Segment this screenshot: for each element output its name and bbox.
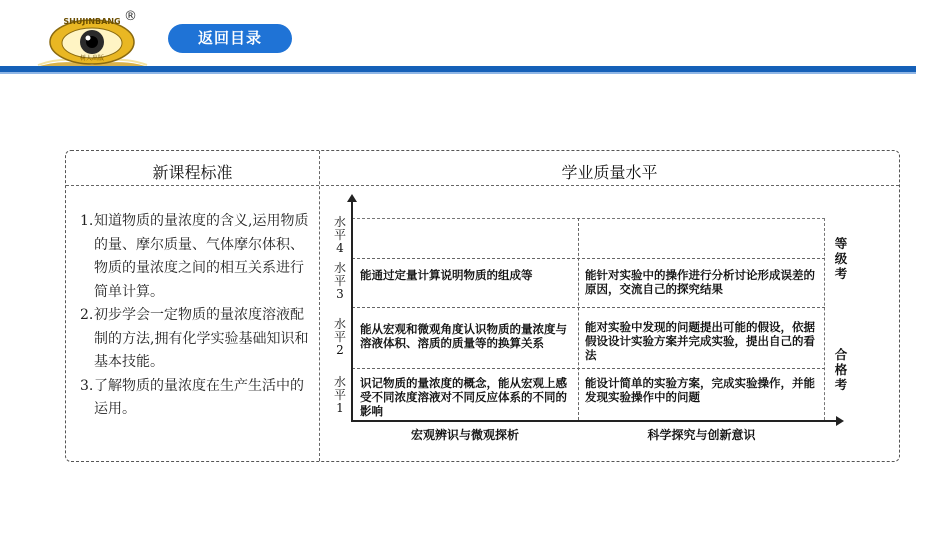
x-label-inquiry: 科学探究与创新意识 <box>647 428 756 442</box>
cell-level3-macro: 能通过定量计算说明物质的组成等 <box>360 268 533 282</box>
svg-text:树人出版: 树人出版 <box>79 55 105 62</box>
registered-mark: ® <box>124 9 137 24</box>
cell-level3-inquiry: 能针对实验中的操作进行分析讨论形成误差的原因，交流自己的探究结果 <box>585 268 815 296</box>
cell-level2-macro: 能从宏观和微观角度认识物质的量浓度与溶液体积、溶质的质量等的换算关系 <box>360 322 567 350</box>
tier-upper-label: 等级考 <box>834 236 848 281</box>
x-axis <box>351 420 838 422</box>
svg-text:SHUJINBANG: SHUJINBANG <box>63 17 121 26</box>
level-3-label: 水平3 <box>333 261 346 301</box>
level-4-label: 水平4 <box>333 215 346 255</box>
cell-level1-inquiry: 能设计简单的实验方案，完成实验操作，并能发现实验操作中的问题 <box>585 376 815 404</box>
y-axis <box>351 200 353 421</box>
y-axis-arrow-icon <box>347 194 357 202</box>
quality-level-header: 学业质量水平 <box>561 163 658 182</box>
header-row-divider <box>66 185 899 186</box>
level-1-label: 水平1 <box>333 375 346 415</box>
grid-col-divider <box>578 218 579 420</box>
grid-line-2-1 <box>352 368 825 369</box>
standard-item-3: 3. 了解物质的量浓度在生产生活中的运用。 <box>80 377 304 417</box>
column-divider <box>319 151 320 461</box>
standard-item-2: 2. 初步学会一定物质的量浓度溶液配制的方法,拥有化学实验基础知识和基本技能。 <box>80 307 309 370</box>
cell-level2-inquiry: 能对实验中发现的问题提出可能的假设，依据假设设计实验方案并完成实验，提出自己的看法 <box>585 320 815 362</box>
x-label-macro: 宏观辨识与微观探析 <box>410 428 519 442</box>
back-to-contents-button[interactable]: 返回目录 <box>168 24 292 53</box>
standards-list <box>80 210 316 422</box>
tier-lower-label: 合格考 <box>834 347 848 392</box>
course-standards-header: 新课程标准 <box>152 163 233 182</box>
cell-level1-macro: 识记物质的量浓度的概念，能从宏观上感受不同浓度溶液对不同反应体系的不同的影响 <box>360 376 567 418</box>
x-axis-arrow-icon <box>836 416 844 426</box>
grid-line-4-3 <box>352 258 825 259</box>
grid-line-3-2 <box>352 307 825 308</box>
level-2-label: 水平2 <box>333 317 346 357</box>
standard-item-1: 1. 知道物质的量浓度的含义,运用物质的量、摩尔质量、气体摩尔体积、物质的量浓度之间的相互关系进行简单计算。 <box>80 213 309 300</box>
header-divider-light <box>0 72 916 74</box>
